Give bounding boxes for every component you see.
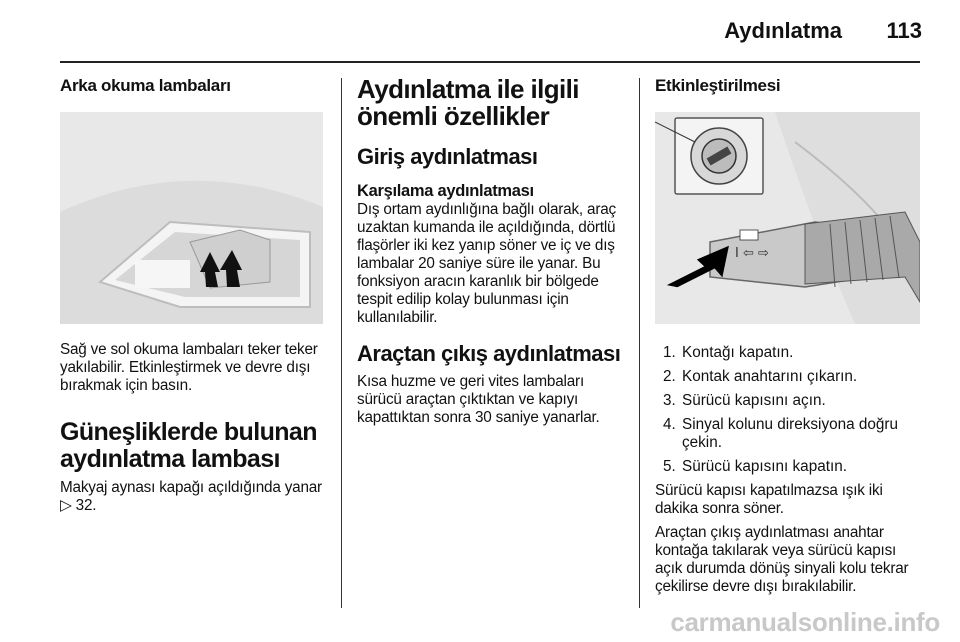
page-reference-link[interactable]: 32.: [75, 497, 97, 514]
paragraph-reading-lamps: Sağ ve sol okuma lambaları teker teker yakılabilir. Etkinleştirmek ve devre dışı bırakmak için basın.: [60, 341, 318, 394]
section-heading-exit-lighting: Araçtan çıkış aydınlatması: [357, 341, 621, 366]
paragraph-auto-off: Sürücü kapısı kapatılmazsa ışık iki dakika sonra söner.: [655, 482, 883, 517]
column-divider-2: [639, 78, 640, 608]
section-heading-reading-lamps: Arka okuma lambaları: [60, 76, 231, 95]
page-reference-icon: ▷: [60, 497, 72, 514]
paragraph-welcome-lighting: Dış ortam aydınlığına bağlı olarak, araç uzaktan kumanda ile açıldığında, dörtlü flaşörler iki kez yanıp söner ve iç ve dış lambalar 20 saniye süre ile yanar. Bu fonksiyon aracın karanlık bir bölgede tespit edilip kolay bulunması için kullanılabilir.: [357, 201, 616, 326]
list-item: 3. Sürücü kapısını açın.: [663, 392, 826, 409]
list-item: 5. Sürücü kapısını kapatın.: [663, 458, 847, 475]
watermark: carmanualsonline.info: [670, 607, 940, 637]
svg-text:I ⇦ ⇨: I ⇦ ⇨: [735, 246, 769, 261]
paragraph-sunvisor-lamp: [60, 479, 325, 515]
column-middle: [357, 76, 625, 427]
section-heading-entry-lighting: Giriş aydınlatması: [357, 144, 538, 169]
activation-steps-list: [655, 344, 925, 476]
column-divider-1: [341, 78, 342, 608]
turn-signal-drawing: [655, 112, 920, 324]
section-heading-activation: Etkinleştirilmesi: [655, 76, 781, 95]
page-header: [0, 0, 960, 60]
header-divider: [60, 61, 920, 63]
chapter-section-title: Aydınlatma ile ilgili önemli özellikler: [357, 74, 579, 131]
section-heading-sunvisor-lamp: Güneşliklerde bulunan aydınlatma lambası: [60, 418, 317, 473]
list-item: 1. Kontağı kapatın.: [663, 344, 794, 361]
list-item: 2. Kontak anahtarını çıkarın.: [663, 368, 858, 385]
column-left: [60, 76, 325, 515]
reading-lamp-drawing: [60, 112, 323, 324]
chapter-title: Aydınlatma: [724, 18, 842, 43]
column-right: [655, 76, 925, 596]
list-item: 4. Sinyal kolunu direksiyona doğru çekin.: [663, 416, 898, 451]
subheading-welcome-lighting: Karşılama aydınlatması: [357, 182, 534, 200]
paragraph-deactivation: Araçtan çıkış aydınlatması anahtar kontağa takılarak veya sürücü kapısı açık durumda dönüş sinyali kolu tekrar çekilirse devre dışı bırakılabilir.: [655, 524, 909, 595]
paragraph-exit-lighting: Kısa huzme ve geri vites lambaları sürücü araçtan çıktıktan ve kapıyı kapattıktan sonra 30 saniye yanarlar.: [357, 373, 600, 426]
reading-lamp-illustration: [60, 112, 323, 324]
paragraph-sunvisor-text: Makyaj aynası kapağı açıldığında yanar: [60, 479, 322, 496]
page-number: 113: [886, 18, 922, 43]
turn-signal-illustration: [655, 112, 920, 324]
